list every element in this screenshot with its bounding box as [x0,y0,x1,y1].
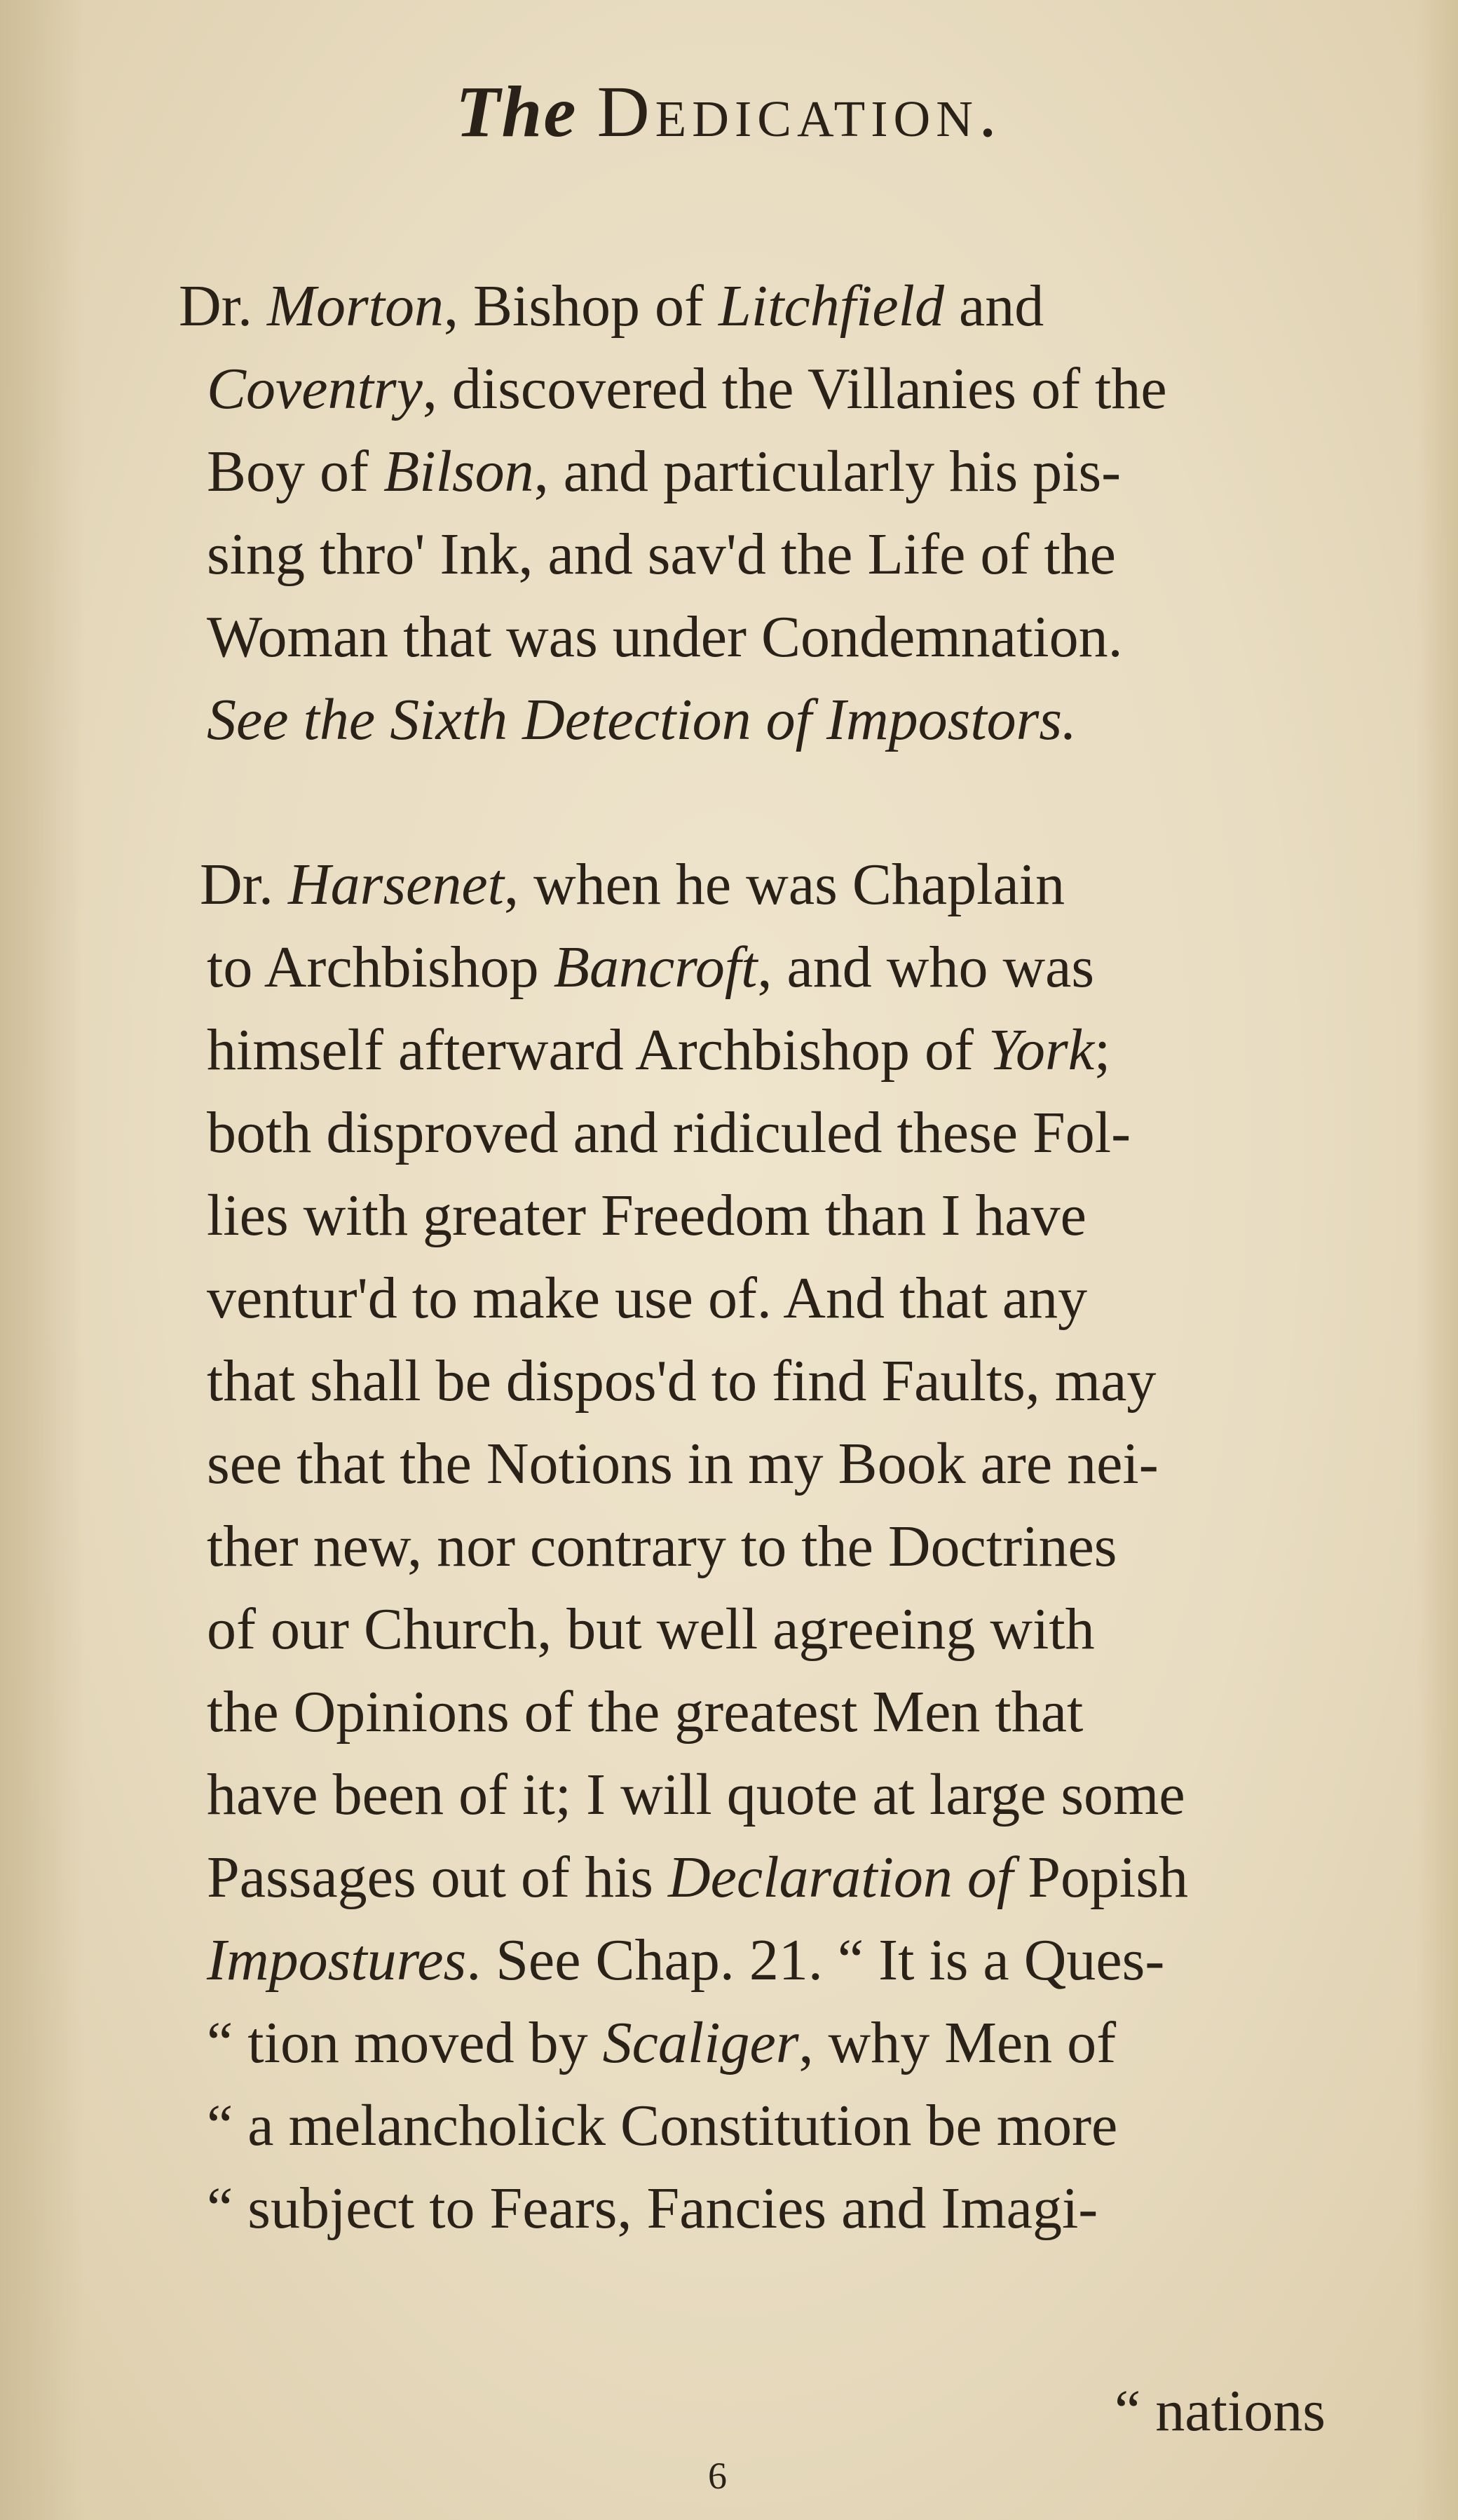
text-segment: , and particularly his pis- [533,439,1122,504]
text-segment: Litchfield [718,273,945,339]
text-segment: . See Chap. 21. “ It is a Ques- [466,1928,1165,1993]
text-segment: and [944,273,1044,339]
text-line [207,2093,1118,2158]
text-segment: himself afterward Archbishop of [207,1017,989,1083]
text-line [207,2010,1117,2075]
text-line [207,439,1122,504]
text-segment: , when he was Chaplain [503,852,1065,917]
text-segment: have been of it; I will quote at large some [207,1762,1185,1827]
text-segment: the Opinions of the greatest Men that [207,1679,1084,1745]
text-segment: Dr. [179,273,267,339]
text-segment: sing thro' Ink, and sav'd the Life of the [207,522,1116,587]
text-segment: Morton [267,273,444,339]
text-line [207,1348,1157,1414]
text-segment: Harsenet [288,852,504,917]
text-segment: Boy of [207,439,383,504]
text-segment: , and who was [757,935,1095,1000]
text-line [207,1845,1189,1910]
text-segment: to Archbishop [207,935,554,1000]
text-line [207,1762,1185,1827]
text-line [207,687,1077,752]
text-segment: Impostures [207,1928,467,1993]
text-segment: lies with greater Freedom than I have [207,1183,1086,1248]
text-segment: “ a melancholick Constitution be more [207,2093,1118,2158]
text-segment: Bilson [383,439,534,504]
text-segment: Dr. [200,852,288,917]
text-segment: Scaliger [602,2010,799,2075]
text-segment: “ tion moved by [207,2010,603,2075]
text-segment: See the Sixth Detection of Impostors. [207,687,1077,752]
text-segment: ; [1094,1017,1111,1083]
text-line [207,1183,1086,1248]
text-line [207,1266,1088,1331]
signature-mark: 6 [708,2455,727,2497]
text-line [207,1431,1159,1496]
text-line [207,1679,1084,1745]
text-line [200,852,1065,917]
text-line [179,273,1044,339]
text-segment: Woman that was under Condemnation. [207,604,1123,670]
text-segment: , why Men of [798,2010,1117,2075]
text-line [207,1017,1111,1083]
text-line [207,2176,1098,2241]
header-the: The [456,72,578,152]
text-line [207,1928,1165,1993]
text-line [207,356,1167,421]
header-dedication: Dedication. [597,72,1002,152]
text-segment: ventur'd to make use of. And that any [207,1266,1088,1331]
text-line [207,522,1116,587]
text-line [207,1514,1117,1579]
text-line [207,604,1123,670]
text-line [207,1597,1095,1662]
text-segment: “ subject to Fears, Fancies and Imagi- [207,2176,1098,2241]
text-segment: both disproved and ridiculed these Fol- [207,1100,1131,1165]
text-segment: of our Church, but well agreeing with [207,1597,1095,1662]
text-line [207,1100,1131,1165]
text-segment: , Bishop of [444,273,719,339]
text-segment: Passages out of his [207,1845,668,1910]
text-segment: , discovered the Villanies of the [422,356,1167,421]
text-segment: that shall be dispos'd to find Faults, may [207,1348,1157,1414]
text-segment: Popish [1013,1845,1189,1910]
text-segment: Declaration of [667,1845,1014,1910]
catchword: “ nations [1115,2378,1326,2444]
text-segment: see that the Notions in my Book are nei- [207,1431,1159,1496]
text-segment: Bancroft [553,935,758,1000]
text-segment: ther new, nor contrary to the Doctrines [207,1514,1117,1579]
text-segment: York [988,1017,1094,1083]
text-segment: Coventry [207,356,423,421]
text-line [207,935,1095,1000]
